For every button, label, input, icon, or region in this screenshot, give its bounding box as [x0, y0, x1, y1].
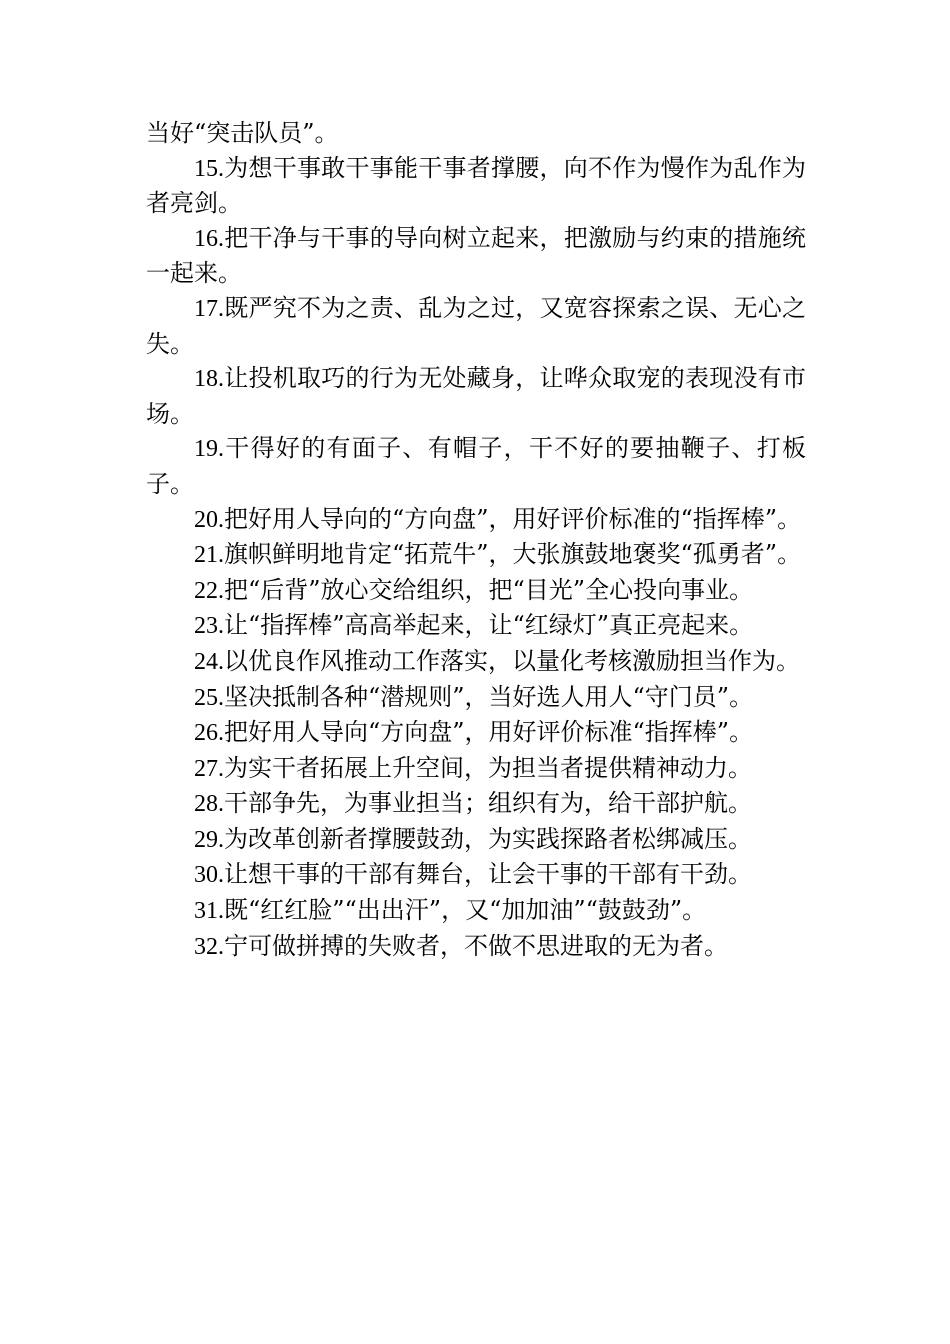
document-page — [146, 116, 806, 964]
item-number: 28. — [194, 791, 224, 818]
list-item — [146, 502, 806, 538]
list-item — [146, 291, 806, 361]
list-item — [146, 751, 806, 787]
list-item — [146, 857, 806, 893]
item-text: 宁可做拼搏的失败者，不做不思进取的无为者。 — [224, 931, 728, 960]
item-number: 17. — [194, 295, 224, 322]
item-text: 旗帜鲜明地肯定“拓荒牛”，大张旗鼓地褒奖“孤勇者”。 — [224, 540, 802, 569]
item-number: 15. — [194, 155, 224, 182]
item-number: 26. — [194, 720, 224, 747]
continuation-line: 当好“突击队员”。 — [146, 119, 339, 147]
item-number: 18. — [194, 366, 224, 393]
item-number: 20. — [194, 506, 224, 533]
list-item — [146, 644, 806, 680]
list-item — [146, 786, 806, 822]
item-text: 干部争先，为事业担当；组织有为，给干部护航。 — [224, 789, 752, 818]
list-item — [146, 822, 806, 858]
item-text: 让“指挥棒”高高举起来，让“红绿灯”真正亮起来。 — [224, 611, 754, 640]
item-number: 24. — [194, 648, 224, 675]
item-number: 21. — [194, 542, 224, 569]
item-number: 25. — [194, 684, 224, 711]
list-item — [146, 680, 806, 716]
item-number: 30. — [194, 862, 224, 889]
item-number: 32. — [194, 933, 224, 960]
list-item — [146, 221, 806, 291]
item-text: 为想干事敢干事能干事者撑腰，向不作为慢作为乱作为者亮剑。 — [146, 153, 806, 218]
item-text: 以优良作风推动工作落实，以量化考核激励担当作为。 — [224, 646, 800, 675]
item-text: 既严究不为之责、乱为之过，又宽容探索之误、无心之失。 — [146, 293, 806, 358]
item-number: 16. — [194, 225, 224, 252]
list-item — [146, 151, 806, 221]
item-text: 既“红红脸”“出出汗”，又“加加油”“鼓鼓劲”。 — [224, 896, 707, 925]
list-item — [146, 361, 806, 431]
item-number: 23. — [194, 613, 224, 640]
item-number: 19. — [194, 436, 224, 463]
list-item — [146, 893, 806, 929]
item-number: 22. — [194, 577, 224, 604]
item-text: 把好用人导向“方向盘”，用好评价标准“指挥棒”。 — [224, 718, 754, 747]
item-text: 把好用人导向的“方向盘”，用好评价标准的“指挥棒”。 — [224, 504, 802, 533]
list-item — [146, 929, 806, 965]
list-item — [146, 431, 806, 501]
item-text: 干得好的有面子、有帽子，干不好的要抽鞭子、打板子。 — [146, 434, 806, 498]
list-item — [146, 608, 806, 644]
item-text: 为实干者拓展上升空间，为担当者提供精神动力。 — [224, 753, 752, 782]
item-text: 让想干事的干部有舞台，让会干事的干部有干劲。 — [224, 860, 752, 889]
item-number: 31. — [194, 898, 224, 925]
item-text: 把“后背”放心交给组织，把“目光”全心投向事业。 — [224, 575, 754, 604]
list-item — [146, 537, 806, 573]
list-item — [146, 715, 806, 751]
item-text: 坚决抵制各种“潜规则”，当好选人用人“守门员”。 — [224, 682, 754, 711]
item-text: 为改革创新者撑腰鼓劲，为实践探路者松绑减压。 — [224, 824, 752, 853]
list-item — [146, 573, 806, 609]
item-text: 把干净与干事的导向树立起来，把激励与约束的措施统一起来。 — [146, 223, 806, 288]
item-text: 让投机取巧的行为无处藏身，让哗众取宠的表现没有市场。 — [146, 364, 806, 428]
item-number: 27. — [194, 755, 224, 782]
item-number: 29. — [194, 826, 224, 853]
